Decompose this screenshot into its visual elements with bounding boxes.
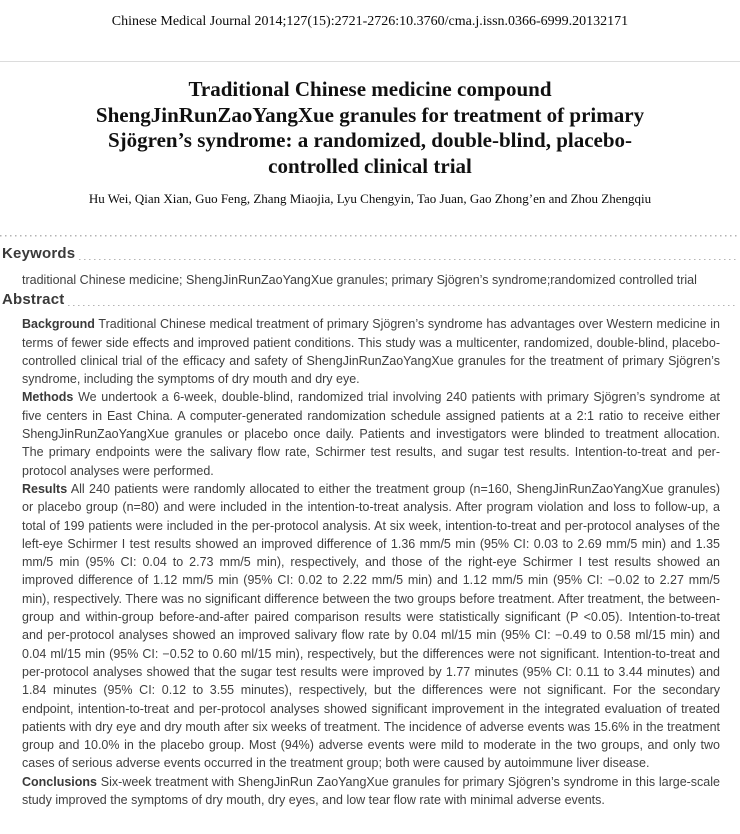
journal-citation: Chinese Medical Journal 2014;127(15):2721-2726:10.3760/cma.j.issn.0366-6999.20132171 — [111, 14, 629, 29]
abstract-section-methods — [22, 388, 720, 479]
keywords-heading-label: Keywords — [2, 245, 76, 262]
background-text: Traditional Chinese medical treatment of primary Sjögren’s syndrome has advantages over Western medicine in terms of fewer side effects and improved patient conditions. This study was a multicenter, randomized, double-blind, placebo-controlled clinical trial of the efficacy and safety of ShengJinRunZaoYangXue granules for the treatment of primary Sjögren’s syndrome, including the symptoms of dry mouth and dry eye. — [22, 317, 720, 387]
results-label: Results — [22, 481, 68, 496]
keywords-text: traditional Chinese medicine; ShengJinRunZaoYangXue granules; primary Sjögren’s syndrome;randomized controlled trial — [22, 273, 697, 287]
methods-text: We undertook a 6-week, double-blind, randomized trial involving 240 patients with primary Sjögren’s syndrome at five centers in East China. A computer-generated randomization schedule assigned patients at a 2:1 ratio to receive either ShengJinRunZaoYangXue granules or placebo once daily. Patients and investigators were blinded to treatment allocation. The primary endpoints were the salivary flow rate, Schirmer test results, and sugar test results. Intention-to-treat and per-protocol analyses were performed. — [22, 390, 720, 478]
section-divider — [0, 235, 740, 237]
abstract-section-background — [22, 315, 720, 388]
conclusions-label: Conclusions — [22, 774, 98, 789]
abstract-section-conclusions — [22, 773, 720, 810]
header-divider — [0, 61, 740, 62]
background-label: Background — [22, 317, 95, 332]
methods-label: Methods — [22, 390, 74, 405]
abstract-heading — [2, 291, 738, 309]
conclusions-text: Six-week treatment with ShengJinRun ZaoYangXue granules for primary Sjögren’s syndrome in this large-scale study improved the symptoms of dry mouth, dry eyes, and low tear flow rate with minimal adverse events. — [22, 774, 720, 808]
keywords-heading — [2, 245, 738, 263]
abstract-heading-label: Abstract — [2, 291, 65, 309]
abstract-body — [22, 315, 720, 809]
paper-title: Traditional Chinese medicine compound ShengJinRunZaoYangXue granules for treatment of primary Sjögren’s syndrome: a randomized, double-blind, placebo-controlled clinical trial — [95, 77, 645, 178]
authors-line: Hu Wei, Qian Xian, Guo Feng, Zhang Miaojia, Lyu Chengyin, Tao Juan, Gao Zhong’en and Zhou Zhengqiu — [88, 191, 652, 206]
abstract-section-results — [22, 480, 720, 773]
results-text: All 240 patients were randomly allocated to either the treatment group (n=160, ShengJinRunZaoYangXue granules) or placebo group (n=80) and were included in the intention-to-treat analysis. After program violation and loss to follow-up, a total of 199 patients were included in the per-protocol analysis. At six week, intention-to-treat and per-protocol analyses of the left-eye Schirmer I test results showed an improved difference of 1.36 mm/5 min (95% CI: 0.03 to 2.69 mm/5 min) and 1.35 mm/5 min (95% CI: 0.04 to 2.73 mm/5 min), respectively, and those of the right-eye Schirmer I test results showed an improved difference of 1.12 mm/5 min (95% CI: 0.02 to 2.22 mm/5 min) and 1.12 mm/5 min (95% CI: −0.02 to 2.27 mm/5 min), respectively. There was no significant difference between the two groups before treatment. After treatment, the between-group and within-group before-and-after paired comparison results were statistically significant (P <0.05). Intention-to-treat and per-protocol analyses showed an improved salivary flow rate by 0.04 ml/15 min (95% CI: −0.49 to 0.58 ml/15 min) and 0.04 ml/15 min (95% CI: −0.52 to 0.60 ml/15 min), respectively, but the differences were not significant. Intention-to-treat and per-protocol analyses showed that the sugar test results were improved by 1.77 minutes (95% CI: 0.11 to 3.44 minutes) and 1.84 minutes (95% CI: 0.12 to 3.55 minutes), respectively, but the differences were not significant. For the secondary endpoint, intention-to-treat and per-protocol analyses showed significant improvement in the integrated evaluation of treated patients with dry eye and dry mouth after six weeks of treatment. The incidence of adverse events was 15.6% in the treatment group and 10.0% in the placebo group. Most (94%) adverse events were mild to moderate in the two groups, and only two cases of serious adverse events occurred in the treatment group; both were caused by autoimmune liver disease. — [22, 481, 720, 771]
